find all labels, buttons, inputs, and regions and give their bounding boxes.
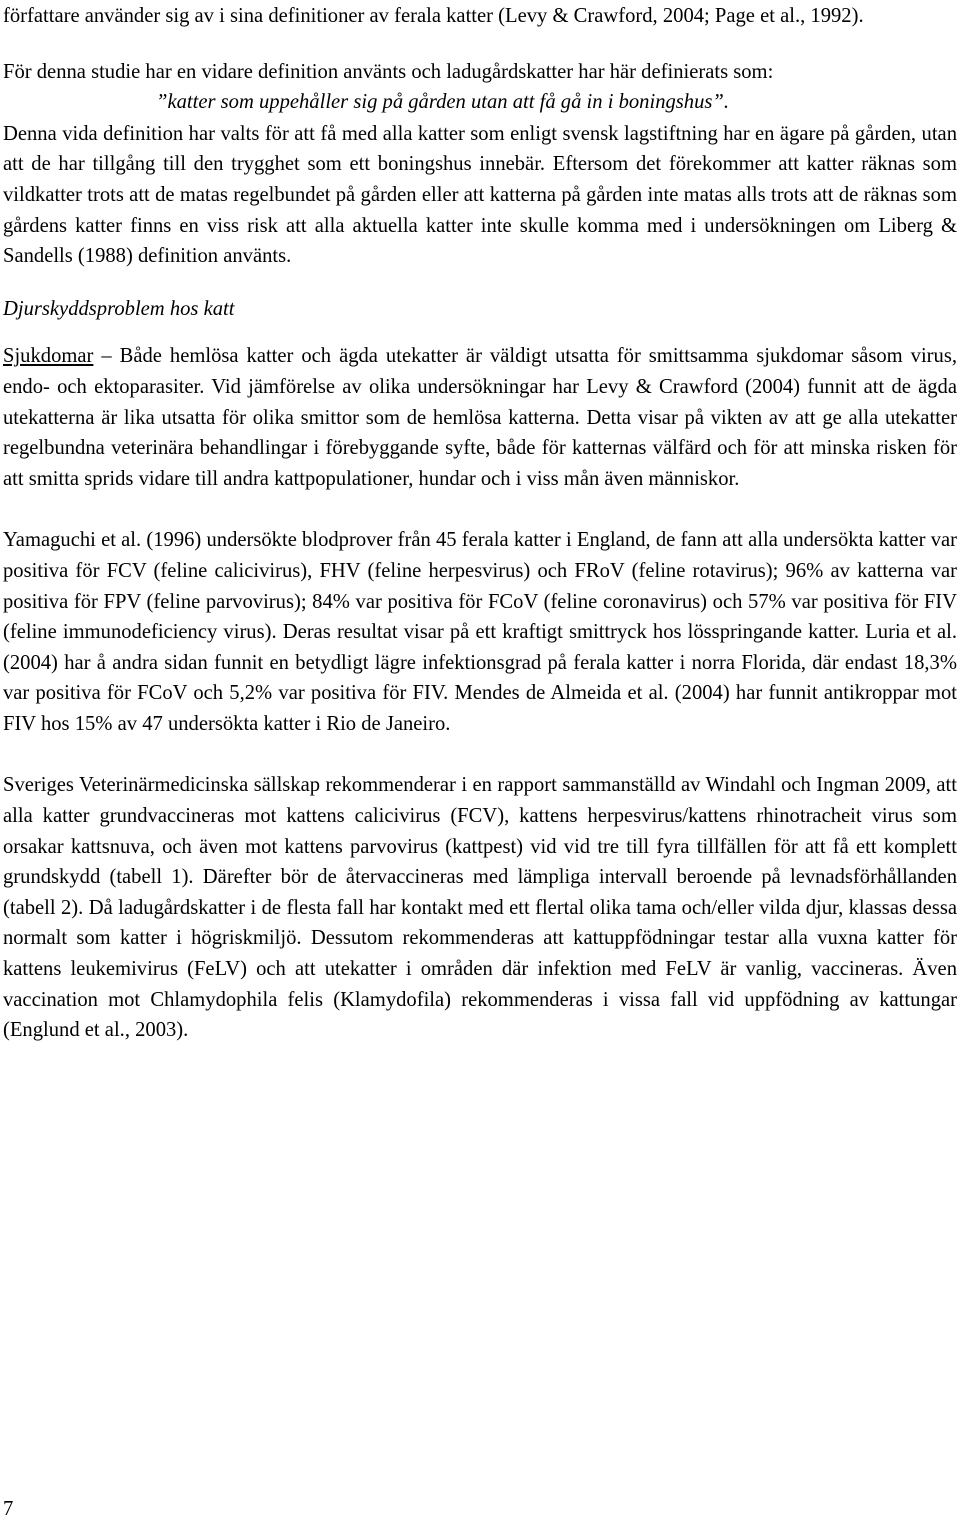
paragraph-sjukdomar — [3, 341, 957, 494]
paragraph-definition-rationale: Denna vida definition har valts för att få med alla katter som enligt svensk lagstiftning har en ägare på gården, utan att de har tillgång till den trygghet som ett boningshus innebär. Eftersom det förekommer att katter räknas som vildkatter trots att de matas regelbundet på gården eller att katterna på gården inte matas alls trots att de räknas som gårdens katter finns en viss risk att alla aktuella katter inte skulle komma med i undersökningen om Liberg & Sandells (1988) definition använts. — [3, 122, 957, 268]
definition-quote: ”katter som uppehåller sig på gården utan att få gå in i boningshus”. — [156, 91, 730, 114]
sjukdomar-label: Sjukdomar — [3, 345, 94, 368]
paragraph-sveriges: Sveriges Veterinärmedicinska sällskap rekommenderar i en rapport sammanställd av Windahl och Ingman 2009, att alla katter grundvaccineras mot kattens calicivirus (FCV), kattens herpesvirus/kattens rhinotracheit virus som orsakar kattsnuva, och även mot kattens parvovirus (kattpest) vid vid tre till fyra tillfällen för att få ett komplett grundskydd (tabell 1). Därefter bör de återvaccineras med lämpliga intervall beroende på levnadsförhållanden (tabell 2). Då ladugårdskatter i de flesta fall har kontakt med ett flertal olika tama och/eller vilda djur, klassas dessa normalt som katter i högriskmiljö. Dessutom rekommenderas att kattuppfödningar testar alla vuxna katter för kattens leukemivirus (FeLV) och att utekatter i områden där infektion med FeLV är vanlig, vaccineras. Även vaccination mot Chlamydophila felis (Klamydofila) rekommenderas i vissa fall vid uppfödning av kattungar (Englund et al., 2003). — [3, 774, 957, 1042]
paragraph-definitions-intro: författare använder sig av i sina definitioner av ferala katter (Levy & Crawford, 2004; Page et al., 1992). — [3, 5, 864, 27]
sjukdomar-text: – Både hemlösa katter och ägda utekatter är väldigt utsatta för smittsamma sjukdomar såsom virus, endo- och ektoparasiter. Vid jämförelse av olika undersökningar har Levy & Crawford (2004) funnit att de ägda utekatterna är lika utsatta för olika smittor som de hemlösa katterna. Detta visar på vikten av att ge alla utekatter regelbundna veterinära behandlingar i förebyggande syfte, både för katternas välfärd och för att minska risken för att smitta sprids vidare till andra kattpopulationer, hundar och i viss mån även människor. — [3, 345, 957, 490]
section-heading: Djurskyddsproblem hos katt — [3, 297, 235, 320]
paragraph-yamaguchi: Yamaguchi et al. (1996) undersökte blodprover från 45 ferala katter i England, de fann att alla undersökta katter var positiva för FCV (feline calicivirus), FHV (feline herpesvirus) och FRoV (feline rotavirus); 96% av katterna var positiva för FPV (feline parvovirus); 84% var positiva för FCoV (feline coronavirus) och 57% var positiva för FIV (feline immunodeficiency virus). Deras resultat visar på ett kraftigt smittryck hos lösspringande katter. Luria et al. (2004) har å andra sidan funnit en betydligt lägre infektionsgrad på ferala katter i norra Florida, där endast 18,3% var positiva för FCoV och 5,2% var positiva för FIV. Mendes de Almeida et al. (2004) har funnit antikroppar mot FIV hos 15% av 47 undersökta katter i Rio de Janeiro. — [3, 529, 957, 735]
document-page — [3, 0, 957, 1046]
paragraph-study-definition: För denna studie har en vidare definition använts och ladugårdskatter har här definierats som: — [3, 60, 774, 83]
page-number: 7 — [3, 1498, 14, 1520]
